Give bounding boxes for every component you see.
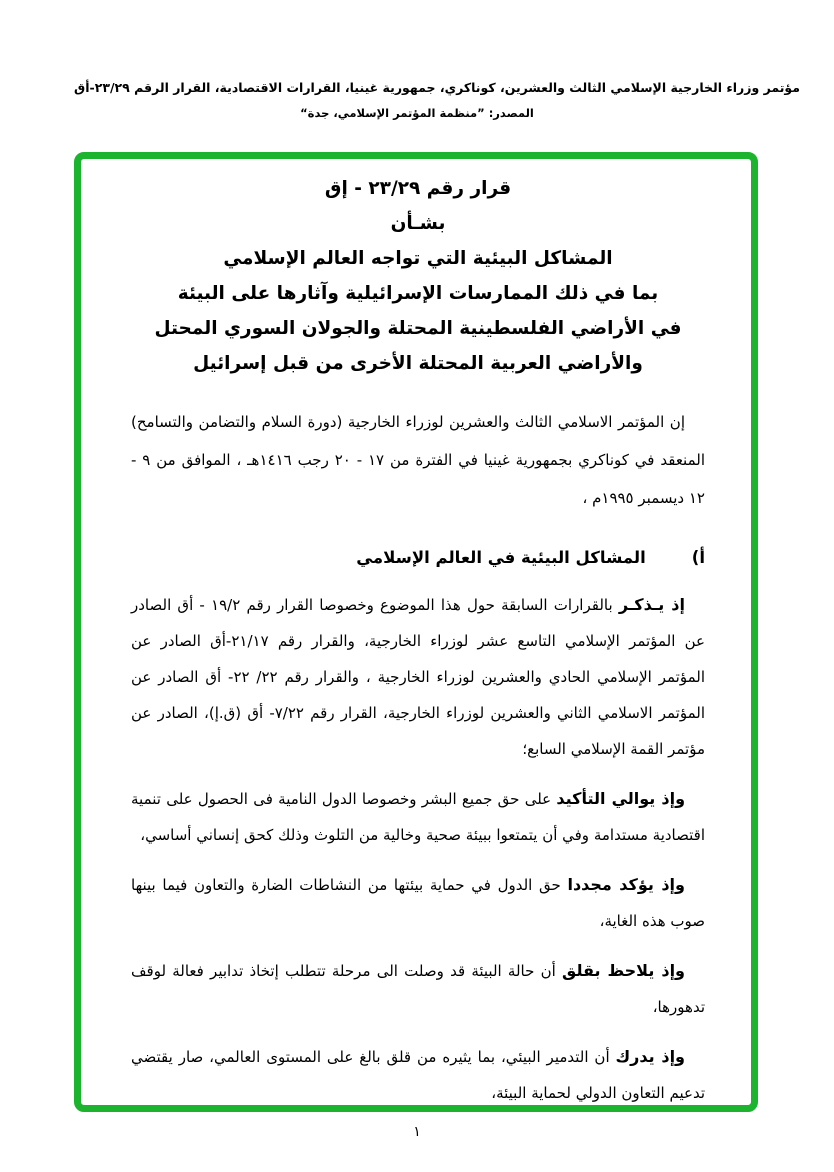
- recital-text: بالقرارات السابقة حول هذا الموضوع وخصوصا القرار رقم ١٩/٢ - أق الصادر عن المؤتمر الإسلامي التاسع عشر لوزراء الخارجية، والقرار رقم ٢١/١٧-أق الصادر عن المؤتمر الإسلامي الحادي والعشرين لوزراء الخارجية ، والقرار رقم ٢٢/ ٢٢- أق الصادر عن المؤتمر الاسلامي الثاني والعشرين لوزراء الخارجية، القرار رقم ٧/٢٢- أق (ق.إ)، الصادر عن مؤتمر القمة الإسلامي السابع؛: [131, 596, 705, 758]
- recital-text: أن حالة البيئة قد وصلت الى مرحلة تتطلب إتخاذ تدابير فعالة لوقف تدهورها،: [131, 962, 705, 1016]
- title-line-territories: في الأراضي الفلسطينية المحتلة والجولان السوري المحتل: [154, 318, 682, 339]
- resolution-number-title: قرار رقم ٢٣/٢٩ - إق: [324, 178, 512, 199]
- recital-text: حق الدول في حماية بيئتها من النشاطات الضارة والتعاون فيما بينها صوب هذه الغاية،: [131, 876, 705, 930]
- green-border-frame: [74, 152, 758, 1112]
- recital-paragraph-reaffirming-states: [131, 867, 705, 939]
- section-heading-row: [131, 543, 705, 573]
- document-header-line: مؤتمر وزراء الخارجية الإسلامي الثالث والعشرين، كوناكري، جمهورية غينيا، القرارات الاقتصادية، القرار الرقم ٢٣/٢٩-أق: [74, 80, 800, 95]
- recital-lead: إذ يـذكـر: [618, 595, 685, 614]
- recital-paragraph-noting-concern: [131, 953, 705, 1025]
- recital-lead: وإذ يؤكد مجددا: [567, 875, 685, 894]
- title-line-other-territories: والأراضي العربية المحتلة الأخرى من قبل إسرائيل: [193, 353, 643, 374]
- preamble-paragraph: إن المؤتمر الاسلامي الثالث والعشرين لوزراء الخارجية (دورة السلام والتضامن والتسامح) المنعقد في كوناكري بجمهورية غينيا في الفترة من ١٧ - ٢٠ رجب ١٤١٦هـ ، الموافق من ٩ - ١٢ ديسمبر ١٩٩٥م ،: [131, 413, 705, 507]
- recital-lead: وإذ يدرك: [615, 1047, 685, 1066]
- title-line-regarding: بشـأن: [390, 213, 446, 234]
- page-number: ١: [413, 1124, 421, 1140]
- section-heading: المشاكل البيئية في العالم الإسلامي: [356, 548, 646, 567]
- recital-text: أن التدمير البيئي، بما يثيره من قلق بالغ على المستوى العالمي، صار يقتضي تدعيم التعاون الدولي لحماية البيئة،: [131, 1048, 705, 1102]
- resolution-title-block: [131, 171, 705, 381]
- recital-lead: وإذ يوالي التأكيد: [556, 789, 686, 808]
- section-marker: أ): [691, 548, 705, 567]
- recital-paragraph-recalling: [131, 587, 705, 767]
- title-line-subject: المشاكل البيئية التي تواجه العالم الإسلامي: [223, 248, 613, 269]
- document-source-line: المصدر: ”منظمة المؤتمر الإسلامي، جدة“: [300, 106, 534, 120]
- recital-text: على حق جميع البشر وخصوصا الدول النامية فى الحصول على تنمية اقتصادية مستدامة وفي أن يتمتعوا ببيئة صحية وخالية من التلوث وذلك كحق إنساني أساسي،: [131, 790, 705, 844]
- recital-lead: وإذ يلاحظ بقلق: [562, 961, 686, 980]
- recital-paragraph-reaffirming-right: [131, 781, 705, 853]
- title-line-practices: بما في ذلك الممارسات الإسرائيلية وآثارها على البيئة: [177, 283, 659, 304]
- recital-paragraph-aware: [131, 1039, 705, 1111]
